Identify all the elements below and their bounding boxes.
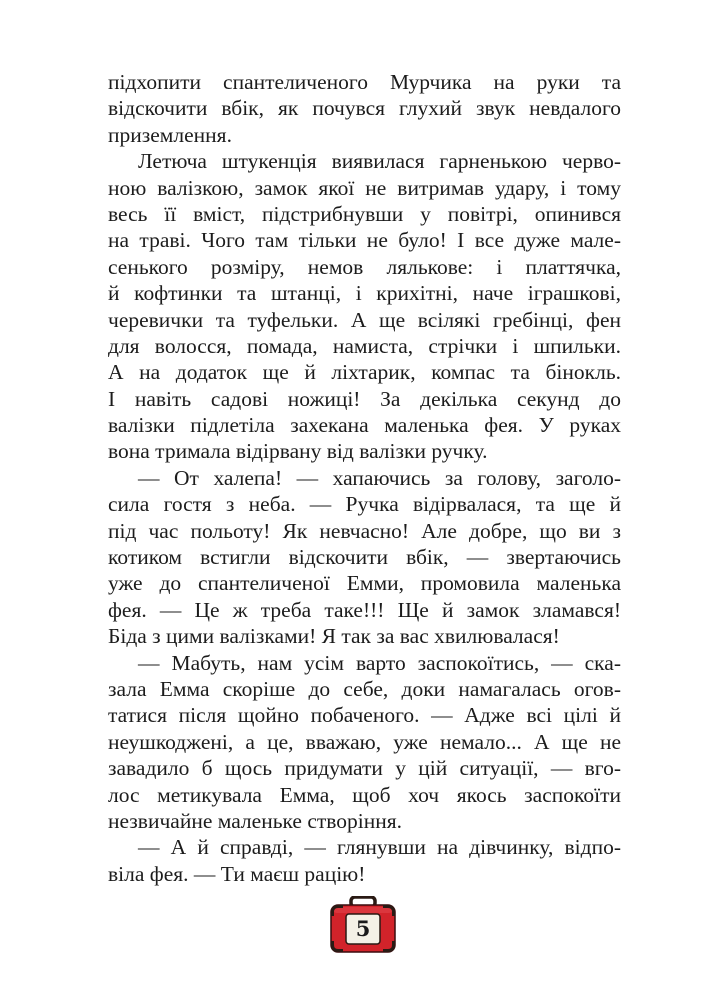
text-line: приземлення. <box>108 122 232 147</box>
text-line: для волосся, помада, намиста, стрічки і шпильки. <box>108 333 621 358</box>
text-line: ною валізкою, замок якої не витримав удару, і тому <box>108 175 621 200</box>
text-line: відскочити вбік, як почувся глухий звук невдалого <box>108 96 621 121</box>
text-line: — От халепа! — хапаючись за голову, заголо- <box>138 465 621 490</box>
text-line: неушкоджені, а це, вважаю, уже немало... А ще не <box>108 729 621 754</box>
text-line: фея. — Це ж треба таке!!! Ще й замок зламався! <box>108 597 621 622</box>
text-line: Біда з цими валізками! Я так за вас хвилювалася! <box>108 624 560 649</box>
page-text <box>108 69 621 887</box>
text-line: підхопити спантеличеного Мурчика на руки та <box>108 70 621 94</box>
text-line: й кофтинки та штанці, і крихітні, наче іграшкові, <box>108 281 621 306</box>
text-line: сила гостя з неба. — Ручка відірвалася, та ще й <box>108 492 621 517</box>
text-line: вона тримала відірвану від валізки ручку. <box>108 439 488 464</box>
text-line: зала Емма скоріше до себе, доки намагалась огов- <box>108 676 621 701</box>
page-number: 5 <box>355 916 371 941</box>
text-line: Летюча штукенція виявилася гарненькою черво- <box>138 149 621 174</box>
text-line: віла фея. — Ти маєш рацію! <box>108 861 366 886</box>
text-line: на траві. Чого там тільки не було! І все дуже мале- <box>108 228 621 253</box>
text-line: котиком встигли відскочити вбік, — звертаючись <box>108 545 621 570</box>
text-line: лос метикувала Емма, щоб хоч якось заспокоїти <box>108 782 621 807</box>
text-line: валізки підлетіла захекана маленька фея. У руках <box>108 413 621 438</box>
text-line: — Мабуть, нам усім варто заспокоїтись, — ска- <box>138 650 621 675</box>
text-line: весь її вміст, підстрибнувши у повітрі, опинився <box>108 201 621 226</box>
text-line: під час польоту! Як невчасно! Але добре, що ви з <box>108 518 621 543</box>
text-line: черевички та туфельки. А ще всілякі гребінці, фен <box>108 307 621 332</box>
text-line: І навіть садові ножиці! За декілька секунд до <box>108 386 621 411</box>
text-line: незвичайне маленьке створіння. <box>108 808 403 833</box>
text-line: А на додаток ще й ліхтарик, компас та бінокль. <box>108 360 621 385</box>
text-line: уже до спантеличеної Емми, промовила маленька <box>108 571 621 596</box>
text-line: завадило б щось придумати у цій ситуації, — вго- <box>108 756 621 781</box>
text-line: татися після щойно побаченого. — Адже всі цілі й <box>108 703 621 728</box>
text-line: — А й справді, — глянувши на дівчинку, відпо- <box>138 835 621 860</box>
text-line: сенького розміру, немов лялькове: і платтячка, <box>108 254 621 279</box>
page-number-badge <box>329 896 397 954</box>
